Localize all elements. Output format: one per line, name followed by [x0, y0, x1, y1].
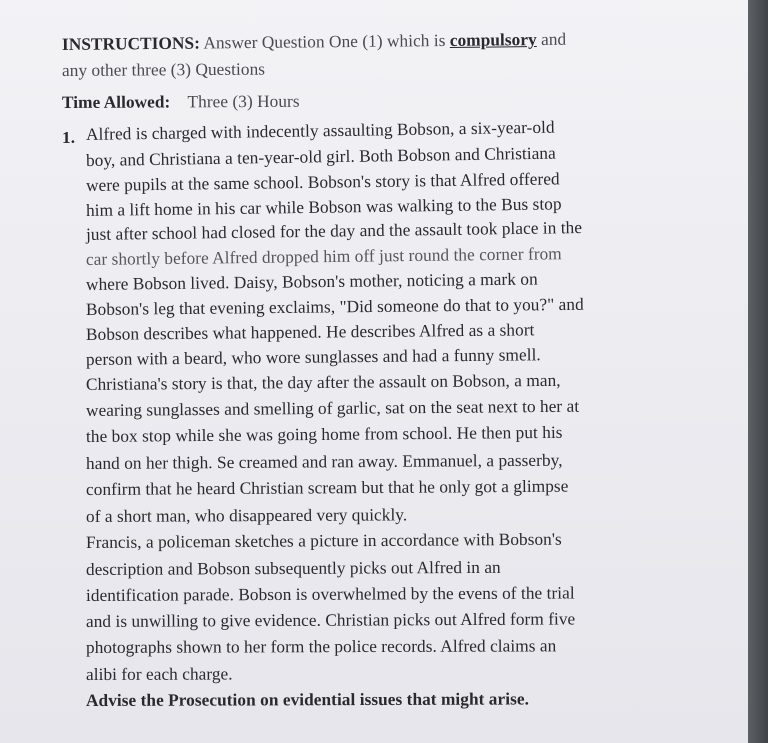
question-line: description and Bobson subsequently picks out Alfred in an [85, 557, 501, 579]
instructions-text-after: and [540, 29, 567, 49]
question-line: hand on her thigh. Se creamed and ran away. Emmanuel, a passerby, [85, 450, 563, 473]
question-line: identification parade. Bobson is overwhelmed by the evens of the trial [85, 583, 575, 605]
question-line: Bobson's leg that evening exclaims, "Did someone do that to you?" and [85, 294, 584, 319]
question-line: car shortly before Alfred dropped him off just round the corner from [85, 244, 562, 269]
question-directive: Advise the Prosecution on evidential issues that might arise. [85, 689, 529, 710]
question-line: the box stop while she was going home from school. He then put his [85, 422, 563, 446]
instructions-line-2 [62, 59, 265, 82]
question-line: of a short man, who disappeared very quickly. [85, 505, 408, 526]
question-line: just after school had closed for the day and the assault took place in the [85, 218, 583, 244]
question-line: boy, and Christiana a ten-year-old girl. Both Bobson and Christiana [85, 143, 556, 170]
background-edge [748, 0, 768, 743]
question-line: him a lift home in his car while Bobson was walking to the Bus stop [85, 194, 562, 220]
question-line: Francis, a policeman sketches a picture in accordance with Bobson's [85, 529, 562, 552]
question-line: Alfred is charged with indecently assaulting Bobson, a six-year-old [85, 117, 555, 144]
question-line: person with a beard, who wore sunglasses and had a funny smell. [85, 345, 541, 369]
question-line: alibi for each charge. [85, 664, 233, 684]
time-allowed-label: Time Allowed: [61, 92, 171, 112]
question-line: wearing sunglasses and smelling of garlic, sat on the seat next to her at [85, 396, 580, 420]
instructions-emphasis: compulsory [449, 30, 537, 50]
question-line: photographs shown to her form the police records. Alfred claims an [85, 636, 557, 657]
instructions-text-before: Answer Question One (1) which is [203, 30, 446, 53]
question-line: Christiana's story is that, the day after the assault on Bobson, a man, [85, 370, 561, 394]
time-allowed-value: Three (3) Hours [187, 91, 300, 112]
question-line: and is unwilling to give evidence. Christian picks out Alfred form five [85, 609, 576, 631]
instructions-line-1 [62, 29, 566, 56]
question-line: where Bobson lived. Daisy, Bobson's mother, noticing a mark on [85, 269, 538, 294]
question-line: confirm that he heard Christian scream but that he only got a glimpse [85, 476, 569, 499]
time-allowed-line [62, 91, 300, 114]
question-line: were pupils at the same school. Bobson's story is that Alfred offered [85, 169, 560, 195]
question-number: 1. [62, 128, 76, 147]
question-line: Bobson describes what happened. He describes Alfred as a short [85, 320, 535, 344]
instructions-label: INSTRUCTIONS: [61, 33, 201, 54]
instructions-line2-text: any other three (3) Questions [61, 59, 266, 80]
